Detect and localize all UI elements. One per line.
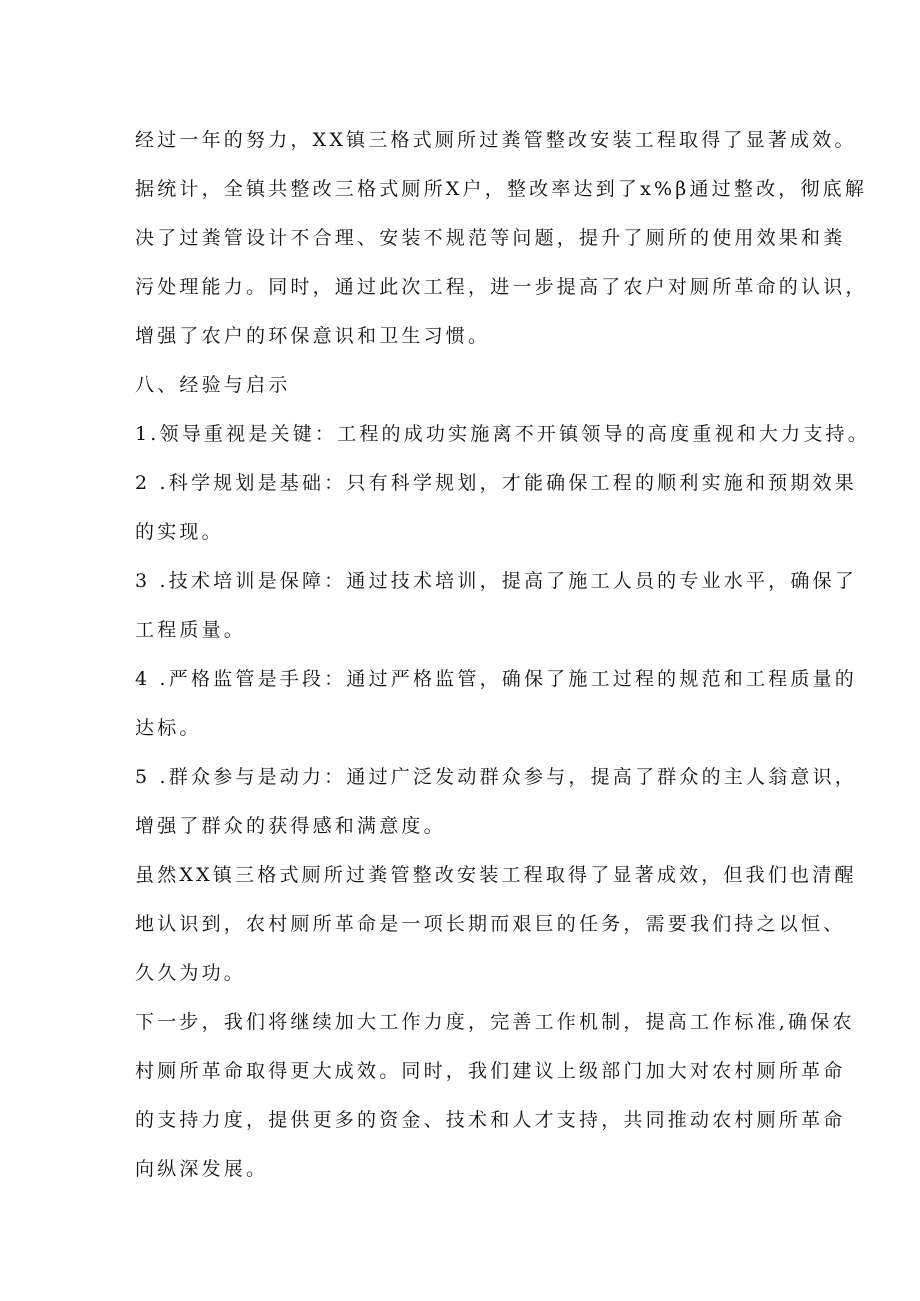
section-heading: 八、经验与启示 [135, 374, 291, 396]
paragraph-3-line-4: 向纵深发展。 [135, 1158, 269, 1180]
paragraph-1-line-4: 污处理能力。同时，通过此次工程，进一步提高了农户对厕所革命的认识， [135, 276, 868, 298]
paragraph-3-line-1: 下一步，我们将继续加大工作力度，完善工作机制，提高工作标准,确保农 [135, 1011, 855, 1033]
paragraph-3-line-2: 村厕所革命取得更大成效。同时，我们建议上级部门加大对农村厕所革命 [135, 1060, 846, 1082]
item-3-line-1: 3 .技术培训是保障：通过技术培训，提高了施工人员的专业水平，确保了 [135, 570, 857, 592]
paragraph-3-line-3: 的支持力度，提供更多的资金、技术和人才支持，共同推动农村厕所革命 [135, 1109, 846, 1131]
paragraph-1-line-1: 经过一年的努力，XX镇三格式厕所过粪管整改安装工程取得了显著成效。 [135, 129, 857, 151]
paragraph-2-line-3: 久久为功。 [135, 962, 247, 984]
item-5-line-1: 5 .群众参与是动力：通过广泛发动群众参与，提高了群众的主人翁意识， [135, 766, 857, 788]
paragraph-2-line-1: 虽然XX镇三格式厕所过粪管整改安装工程取得了显著成效，但我们也清醒 [135, 864, 857, 886]
paragraph-1-line-5: 增强了农户的环保意识和卫生习惯。 [135, 325, 491, 347]
paragraph-1-line-3: 决了过粪管设计不合理、安装不规范等问题，提升了厕所的使用效果和粪 [135, 227, 846, 249]
item-4-line-1: 4 .严格监管是手段：通过严格监管，确保了施工过程的规范和工程质量的 [135, 668, 857, 690]
item-5-line-2: 增强了群众的获得感和满意度。 [135, 815, 446, 837]
item-2-line-2: 的实现。 [135, 521, 224, 543]
paragraph-2-line-2: 地认识到，农村厕所革命是一项长期而艰巨的任务，需要我们持之以恒、 [135, 913, 846, 935]
item-1-line-1: 1.领导重视是关键：工程的成功实施离不开镇领导的高度重视和大力支持。 [135, 423, 870, 445]
item-4-line-2: 达标。 [135, 717, 202, 739]
paragraph-1-line-2: 据统计，全镇共整改三格式厕所X户，整改率达到了x%β通过整改，彻底解 [135, 178, 868, 200]
item-2-line-1: 2 .科学规划是基础：只有科学规划，才能确保工程的顺利实施和预期效果 [135, 472, 857, 494]
item-3-line-2: 工程质量。 [135, 619, 247, 641]
